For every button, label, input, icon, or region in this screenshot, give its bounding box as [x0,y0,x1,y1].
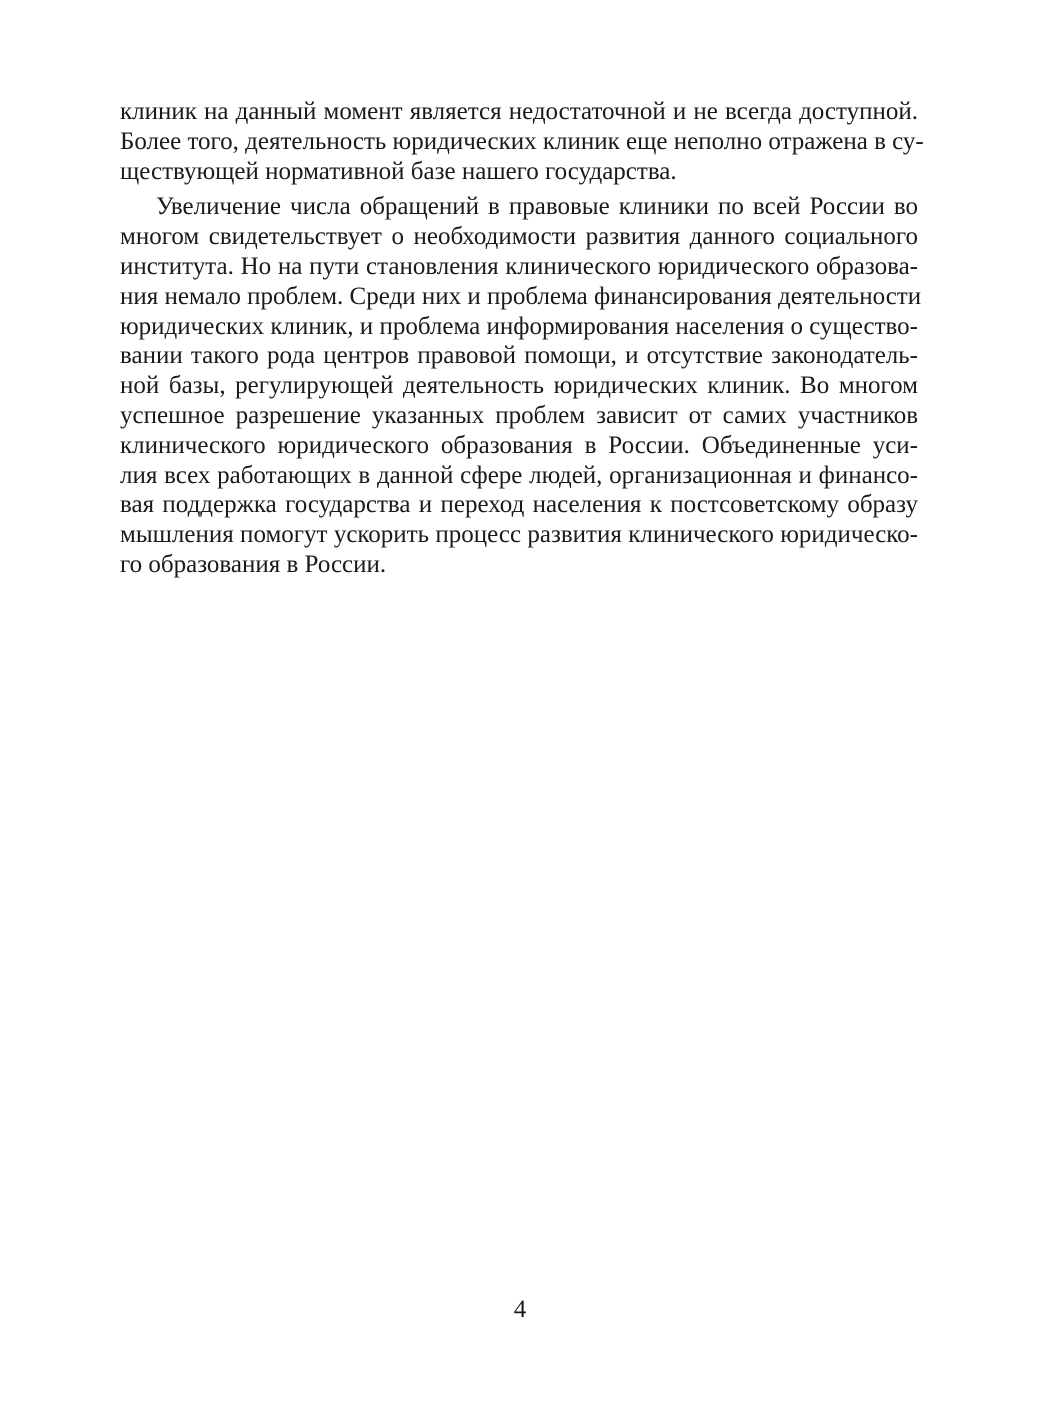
text-line: клиник на данный момент является недостаточной и не всегда доступной. [120,98,918,125]
text-line: ния немало проблем. Среди них и проблема финансирования деятельности [120,282,922,310]
text-line: успешное разрешение указанных проблем зависит от самих участников [120,401,918,429]
paragraph-1 [120,97,924,186]
text-line: Увеличение числа обращений в правовые клиники по всей России во [156,193,918,221]
body-text [120,97,924,580]
text-line: клинического юридического образования в России. Объединенные уси- [120,431,918,459]
text-line: ной базы, регулирующей деятельность юридических клиник. Во многом [120,372,918,400]
text-line: юридических клиник, и проблема информирования населения о существо- [120,312,918,340]
text-line: вании такого рода центров правовой помощи, и отсутствие законодатель- [120,342,918,370]
page-number: 4 [513,1296,527,1323]
text-line: го образования в России. [120,550,387,578]
text-line: многом свидетельствует о необходимости развития данного социального [120,223,918,251]
paragraph-2 [120,192,922,579]
text-line: вая поддержка государства и переход населения к постсоветскому образу [120,491,918,519]
text-line: института. Но на пути становления клинического юридического образова- [120,252,918,280]
text-line: мышления помогут ускорить процесс развития клинического юридическо- [120,521,918,549]
text-line: Более того, деятельность юридических клиник еще неполно отражена в су- [120,127,924,155]
text-line: лия всех работающих в данной сфере людей, организационная и финансо- [120,461,918,489]
text-line: ществующей нормативной базе нашего государства. [120,157,677,185]
